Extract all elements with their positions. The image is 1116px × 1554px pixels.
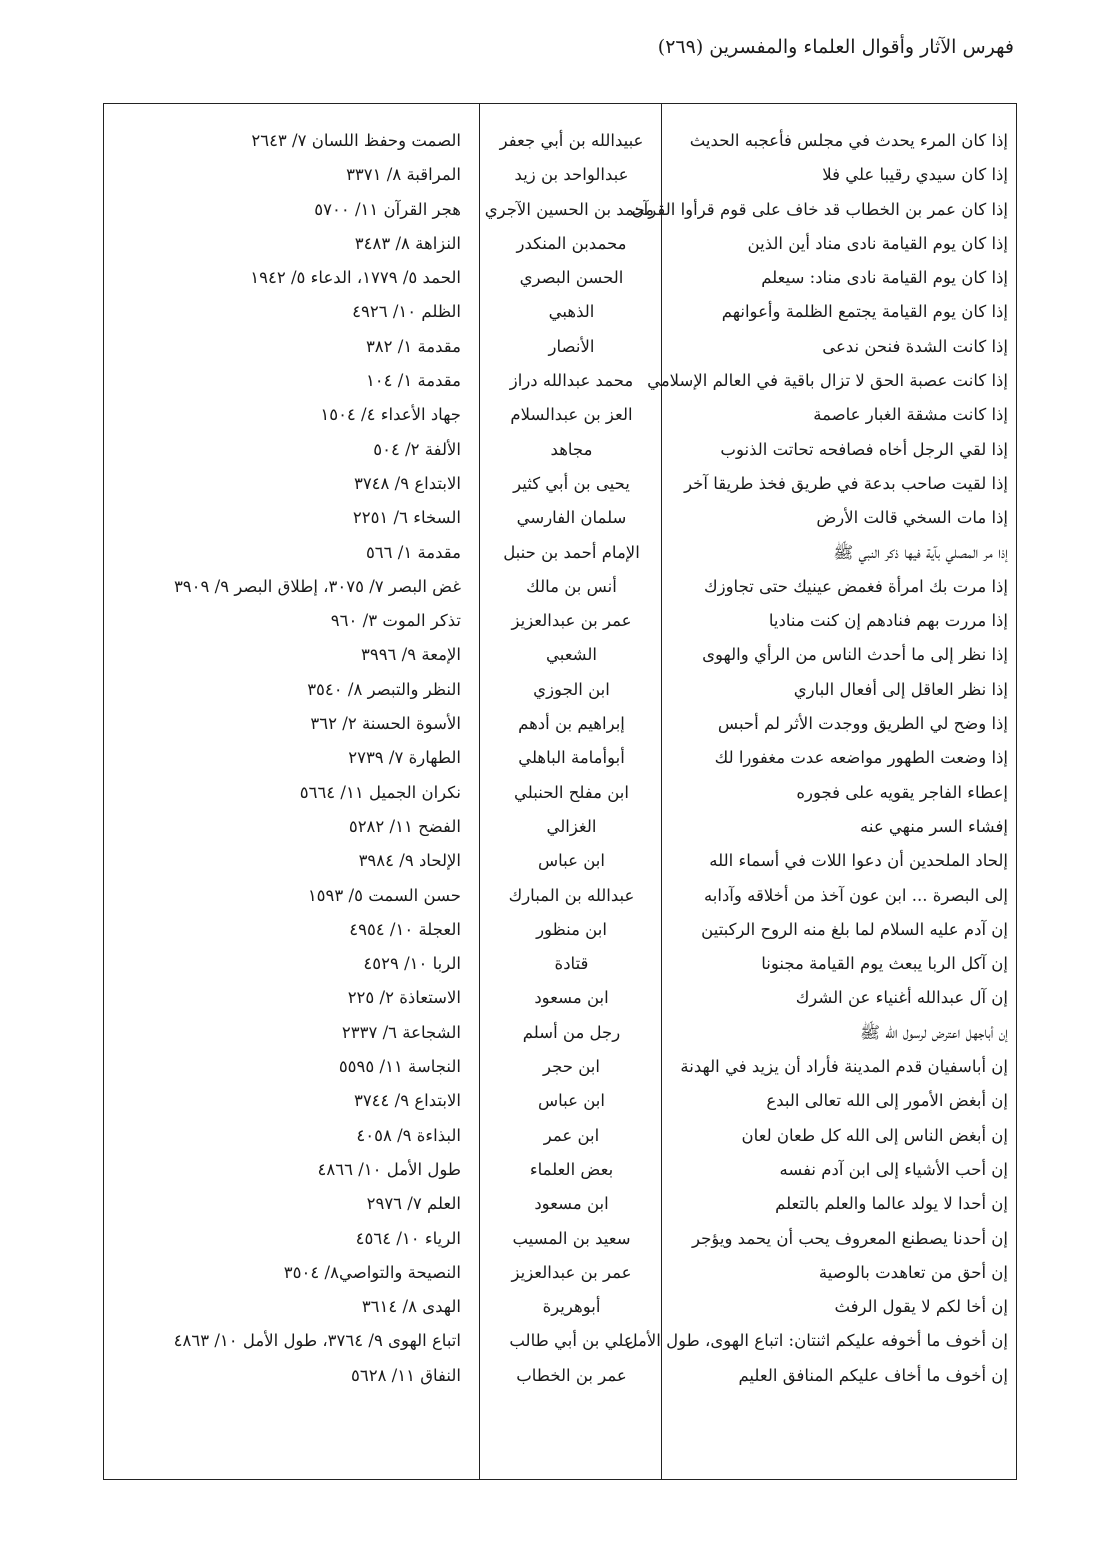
- quote-author: ابن عمر: [543, 1125, 600, 1145]
- quote-reference: الابتداع ٩/ ٣٧٤٤: [353, 1091, 461, 1111]
- table-row: [104, 913, 1016, 947]
- table-row: [104, 330, 1016, 364]
- quote-text: إن آل عبدالله أغنياء عن الشرك: [795, 988, 1008, 1008]
- quote-text: إلحاد الملحدين أن دعوا اللات في أسماء الله: [709, 851, 1008, 871]
- quote-text: إن آدم عليه السلام لما بلغ منه الروح الركبتين: [701, 919, 1008, 939]
- quote-reference: الألفة ٢/ ٥٠٤: [373, 439, 461, 459]
- quote-author: ابن عباس: [538, 1091, 605, 1111]
- quote-author: ابن مسعود: [534, 1194, 609, 1214]
- quote-text: إذا مر المصلي بآية فيها ذكر النبي ﷺ: [833, 542, 1008, 562]
- quote-reference: النظر والتبصر ٨/ ٣٥٤٠: [307, 679, 461, 699]
- index-table: [103, 103, 1017, 1480]
- quote-text: إعطاء الفاجر يقويه على فجوره: [796, 782, 1008, 802]
- table-row: [104, 227, 1016, 261]
- quote-text: إن أحدا لا يولد عالما والعلم بالتعلم: [775, 1194, 1008, 1214]
- table-row: [104, 570, 1016, 604]
- quote-reference: العجلة ١٠/ ٤٩٥٤: [349, 919, 461, 939]
- quote-text: إن أباجهل اعترض لرسول الله ﷺ: [860, 1022, 1008, 1042]
- quote-text: إذا كان يوم القيامة يجتمع الظلمة وأعوانهم: [721, 302, 1008, 322]
- quote-author: ابن مفلح الحنبلي: [514, 782, 629, 802]
- quote-reference: المراقبة ٨/ ٣٣٧١: [346, 165, 461, 185]
- quote-reference: النزاهة ٨/ ٣٤٨٣: [354, 233, 461, 253]
- table-row: [104, 1187, 1016, 1221]
- table-row: [104, 295, 1016, 329]
- quote-reference: الهدى ٨/ ٣٦١٤: [361, 1297, 461, 1317]
- table-row: [104, 158, 1016, 192]
- table-row: [104, 364, 1016, 398]
- quote-text: إن أخوف ما أخوفه عليكم اثنتان: اتباع الهوى، طول الأمل: [625, 1331, 1008, 1351]
- table-row: [104, 433, 1016, 467]
- quote-text: إذا وضح لي الطريق ووجدت الأثر لم أحبس: [717, 714, 1008, 734]
- table-row: [104, 844, 1016, 878]
- quote-author: علي بن أبي طالب: [509, 1331, 634, 1351]
- quote-text: إن أباسفيان قدم المدينة فأراد أن يزيد في الهدنة: [680, 1057, 1008, 1077]
- quote-reference: اتباع الهوى ٩/ ٣٧٦٤، طول الأمل ١٠/ ٤٨٦٣: [173, 1331, 461, 1351]
- quote-text: إن أبغض الأمور إلى الله تعالى البدع: [766, 1091, 1008, 1111]
- quote-reference: الإلحاد ٩/ ٣٩٨٤: [358, 851, 461, 871]
- quote-reference: هجر القرآن ١١/ ٥٧٠٠: [314, 199, 461, 219]
- quote-text: إذا مررت بهم فنادهم إن كنت مناديا: [768, 611, 1008, 631]
- quote-reference: جهاد الأعداء ٤/ ١٥٠٤: [320, 405, 461, 425]
- quote-reference: العلم ٧/ ٢٩٧٦: [366, 1194, 461, 1214]
- table-row: [104, 1324, 1016, 1358]
- table-row: [104, 1222, 1016, 1256]
- table-row: [104, 398, 1016, 432]
- quote-text: إذا نظر إلى ما أحدث الناس من الرأي والهوى: [702, 645, 1008, 665]
- table-row: [104, 810, 1016, 844]
- quote-text: إن أخا لكم لا يقول الرفث: [834, 1297, 1008, 1317]
- quote-reference: النفاق ١١/ ٥٦٢٨: [350, 1365, 461, 1385]
- table-row: [104, 879, 1016, 913]
- quote-text: إذا لقيت صاحب بدعة في طريق فخذ طريقا آخر: [684, 473, 1008, 493]
- quote-author: محمد عبدالله دراز: [509, 371, 634, 391]
- quote-reference: الاستعاذة ٢/ ٢٢٥: [347, 988, 461, 1008]
- quote-author: سلمان الفارسي: [516, 508, 627, 528]
- quote-author: ابن الجوزي: [533, 679, 610, 699]
- table-row: [104, 673, 1016, 707]
- quote-text: إذا كان سيدي رقيبا علي فلا: [822, 165, 1008, 185]
- table-row: [104, 124, 1016, 158]
- quote-author: إبراهيم بن أدهم: [518, 714, 625, 734]
- quote-reference: طول الأمل ١٠/ ٤٨٦٦: [317, 1159, 461, 1179]
- quote-reference: نكران الجميل ١١/ ٥٦٦٤: [299, 782, 461, 802]
- quote-text: إذا لقي الرجل أخاه فصافحه تحاتت الذنوب: [720, 439, 1008, 459]
- quote-text: إذا كانت عصبة الحق لا تزال باقية في العالم الإسلامي: [647, 371, 1008, 391]
- quote-author: قتادة: [554, 954, 589, 974]
- quote-author: سعيد بن المسيب: [512, 1228, 631, 1248]
- table-row: [104, 1119, 1016, 1153]
- quote-text: إن آكل الربا يبعث يوم القيامة مجنونا: [761, 954, 1008, 974]
- table-row: [104, 193, 1016, 227]
- quote-author: مجاهد: [550, 439, 593, 459]
- table-row: [104, 707, 1016, 741]
- table-row: [104, 1290, 1016, 1324]
- quote-reference: النجاسة ١١/ ٥٥٩٥: [338, 1057, 461, 1077]
- quote-author: محمدبن المنكدر: [516, 233, 627, 253]
- quote-text: إذا وضعت الطهور مواضعه عدت مغفورا لك: [714, 748, 1008, 768]
- quote-author: الحسن البصري: [519, 268, 624, 288]
- table-row: [104, 776, 1016, 810]
- quote-reference: الصمت وحفظ اللسان ٧/ ٢٦٤٣: [251, 131, 461, 150]
- quote-author: رجل من أسلم: [522, 1022, 621, 1042]
- quote-text: إن أبغض الناس إلى الله كل طعان لعان: [741, 1125, 1008, 1145]
- quote-reference: تذكر الموت ٣/ ٩٦٠: [330, 611, 461, 631]
- quote-reference: حسن السمت ٥/ ١٥٩٣: [307, 885, 461, 905]
- quote-author: الذهبي: [548, 302, 595, 322]
- quote-text: إذا كان عمر بن الخطاب قد خاف على قوم قرأوا القرآن: [631, 199, 1008, 219]
- table-row: [104, 261, 1016, 295]
- quote-reference: الربا ١٠/ ٤٥٢٩: [363, 954, 461, 974]
- quote-author: عبدالواحد بن زيد: [514, 165, 629, 185]
- table-row: [104, 638, 1016, 672]
- table-row: [104, 604, 1016, 638]
- quote-author: عبيدالله بن أبي جعفر: [499, 131, 644, 150]
- quote-reference: الطهارة ٧/ ٢٧٣٩: [348, 748, 461, 768]
- quote-text: إن أحدنا يصطنع المعروف يحب أن يحمد ويؤجر: [692, 1228, 1008, 1248]
- quote-author: الشعبي: [545, 645, 598, 665]
- quote-reference: الشجاعة ٦/ ٢٣٣٧: [341, 1022, 461, 1042]
- quote-reference: الحمد ٥/ ١٧٧٩، الدعاء ٥/ ١٩٤٢: [250, 268, 461, 288]
- table-row: [104, 1256, 1016, 1290]
- quote-author: محمد بن الحسين الآجري: [484, 199, 654, 219]
- quote-author: ابن حجر: [543, 1057, 600, 1077]
- quote-reference: الفضح ١١/ ٥٢٨٢: [348, 816, 461, 836]
- quote-reference: السخاء ٦/ ٢٢٥١: [352, 508, 461, 528]
- quote-reference: مقدمة ١/ ٥٦٦: [365, 542, 461, 562]
- quote-text: إذا مرت بك امرأة فغمض عينيك حتى تجاوزك: [704, 576, 1008, 596]
- table-row: [104, 467, 1016, 501]
- quote-author: أبوهريرة: [542, 1297, 601, 1317]
- quote-reference: النصيحة والتواصي٨/ ٣٥٠٤: [283, 1262, 461, 1282]
- quote-reference: مقدمة ١/ ١٠٤: [365, 371, 461, 391]
- quote-text: إذا كان المرء يحدث في مجلس فأعجبه الحديث: [689, 131, 1008, 150]
- quote-text: إن أحق من تعاهدت بالوصية: [818, 1262, 1008, 1282]
- quote-author: ابن مسعود: [534, 988, 609, 1008]
- table-row: [104, 1016, 1016, 1050]
- table-row: [104, 741, 1016, 775]
- quote-reference: البذاءة ٩/ ٤٠٥٨: [356, 1125, 461, 1145]
- table-row: [104, 981, 1016, 1015]
- table-row: [104, 947, 1016, 981]
- quote-text: إذا كانت الشدة فنحن ندعى: [822, 336, 1008, 356]
- table-row: [104, 1153, 1016, 1187]
- index-rows: [104, 124, 1016, 1393]
- quote-author: الإمام أحمد بن حنبل: [503, 542, 640, 562]
- quote-author: يحيى بن أبي كثير: [513, 473, 630, 493]
- page-header: فهرس الآثار وأقوال العلماء والمفسرين (٢٦٩): [657, 36, 1014, 58]
- quote-text: إذا كان يوم القيامة نادى مناد: سيعلم: [761, 268, 1008, 288]
- quote-author: عبدالله بن المبارك: [508, 885, 635, 905]
- quote-text: إذا كانت مشقة الغبار عاصمة: [813, 405, 1008, 425]
- quote-text: إذا مات السخي قالت الأرض: [816, 508, 1008, 528]
- quote-author: أبوأمامة الباهلي: [518, 748, 625, 768]
- quote-author: ابن عباس: [538, 851, 605, 871]
- quote-text: إن أخوف ما أخاف عليكم المنافق العليم: [738, 1365, 1008, 1385]
- quote-author: عمر بن عبدالعزيز: [511, 1262, 632, 1282]
- quote-author: عمر بن عبدالعزيز: [511, 611, 632, 631]
- quote-reference: مقدمة ١/ ٣٨٢: [365, 336, 461, 356]
- quote-text: إفشاء السر منهي عنه: [860, 816, 1008, 836]
- quote-author: العز بن عبدالسلام: [510, 405, 633, 425]
- table-row: [104, 1084, 1016, 1118]
- quote-author: بعض العلماء: [529, 1159, 614, 1179]
- table-row: [104, 501, 1016, 535]
- table-row: [104, 536, 1016, 570]
- quote-author: أنس بن مالك: [526, 576, 617, 596]
- table-row: [104, 1359, 1016, 1393]
- quote-reference: الأسوة الحسنة ٢/ ٣٦٢: [310, 714, 461, 734]
- quote-author: الغزالي: [546, 816, 597, 836]
- quote-text: إذا نظر العاقل إلى أفعال الباري: [793, 679, 1008, 699]
- quote-reference: غض البصر ٧/ ٣٠٧٥، إطلاق البصر ٩/ ٣٩٠٩: [173, 576, 461, 596]
- quote-text: إذا كان يوم القيامة نادى مناد أين الذين: [747, 233, 1008, 253]
- quote-author: عمر بن الخطاب: [516, 1365, 627, 1385]
- quote-reference: الظلم ١٠/ ٤٩٢٦: [352, 302, 461, 322]
- quote-author: الأنصار: [548, 336, 595, 356]
- quote-reference: الإمعة ٩/ ٣٩٩٦: [360, 645, 461, 665]
- quote-author: ابن منظور: [536, 919, 607, 939]
- quote-text: إن أحب الأشياء إلى ابن آدم نفسه: [779, 1159, 1008, 1179]
- quote-text: إلى البصرة ... ابن عون آخذ من أخلاقه وآدابه: [703, 885, 1008, 905]
- quote-reference: الرياء ١٠/ ٤٥٦٤: [355, 1228, 461, 1248]
- table-row: [104, 1050, 1016, 1084]
- quote-reference: الابتداع ٩/ ٣٧٤٨: [353, 473, 461, 493]
